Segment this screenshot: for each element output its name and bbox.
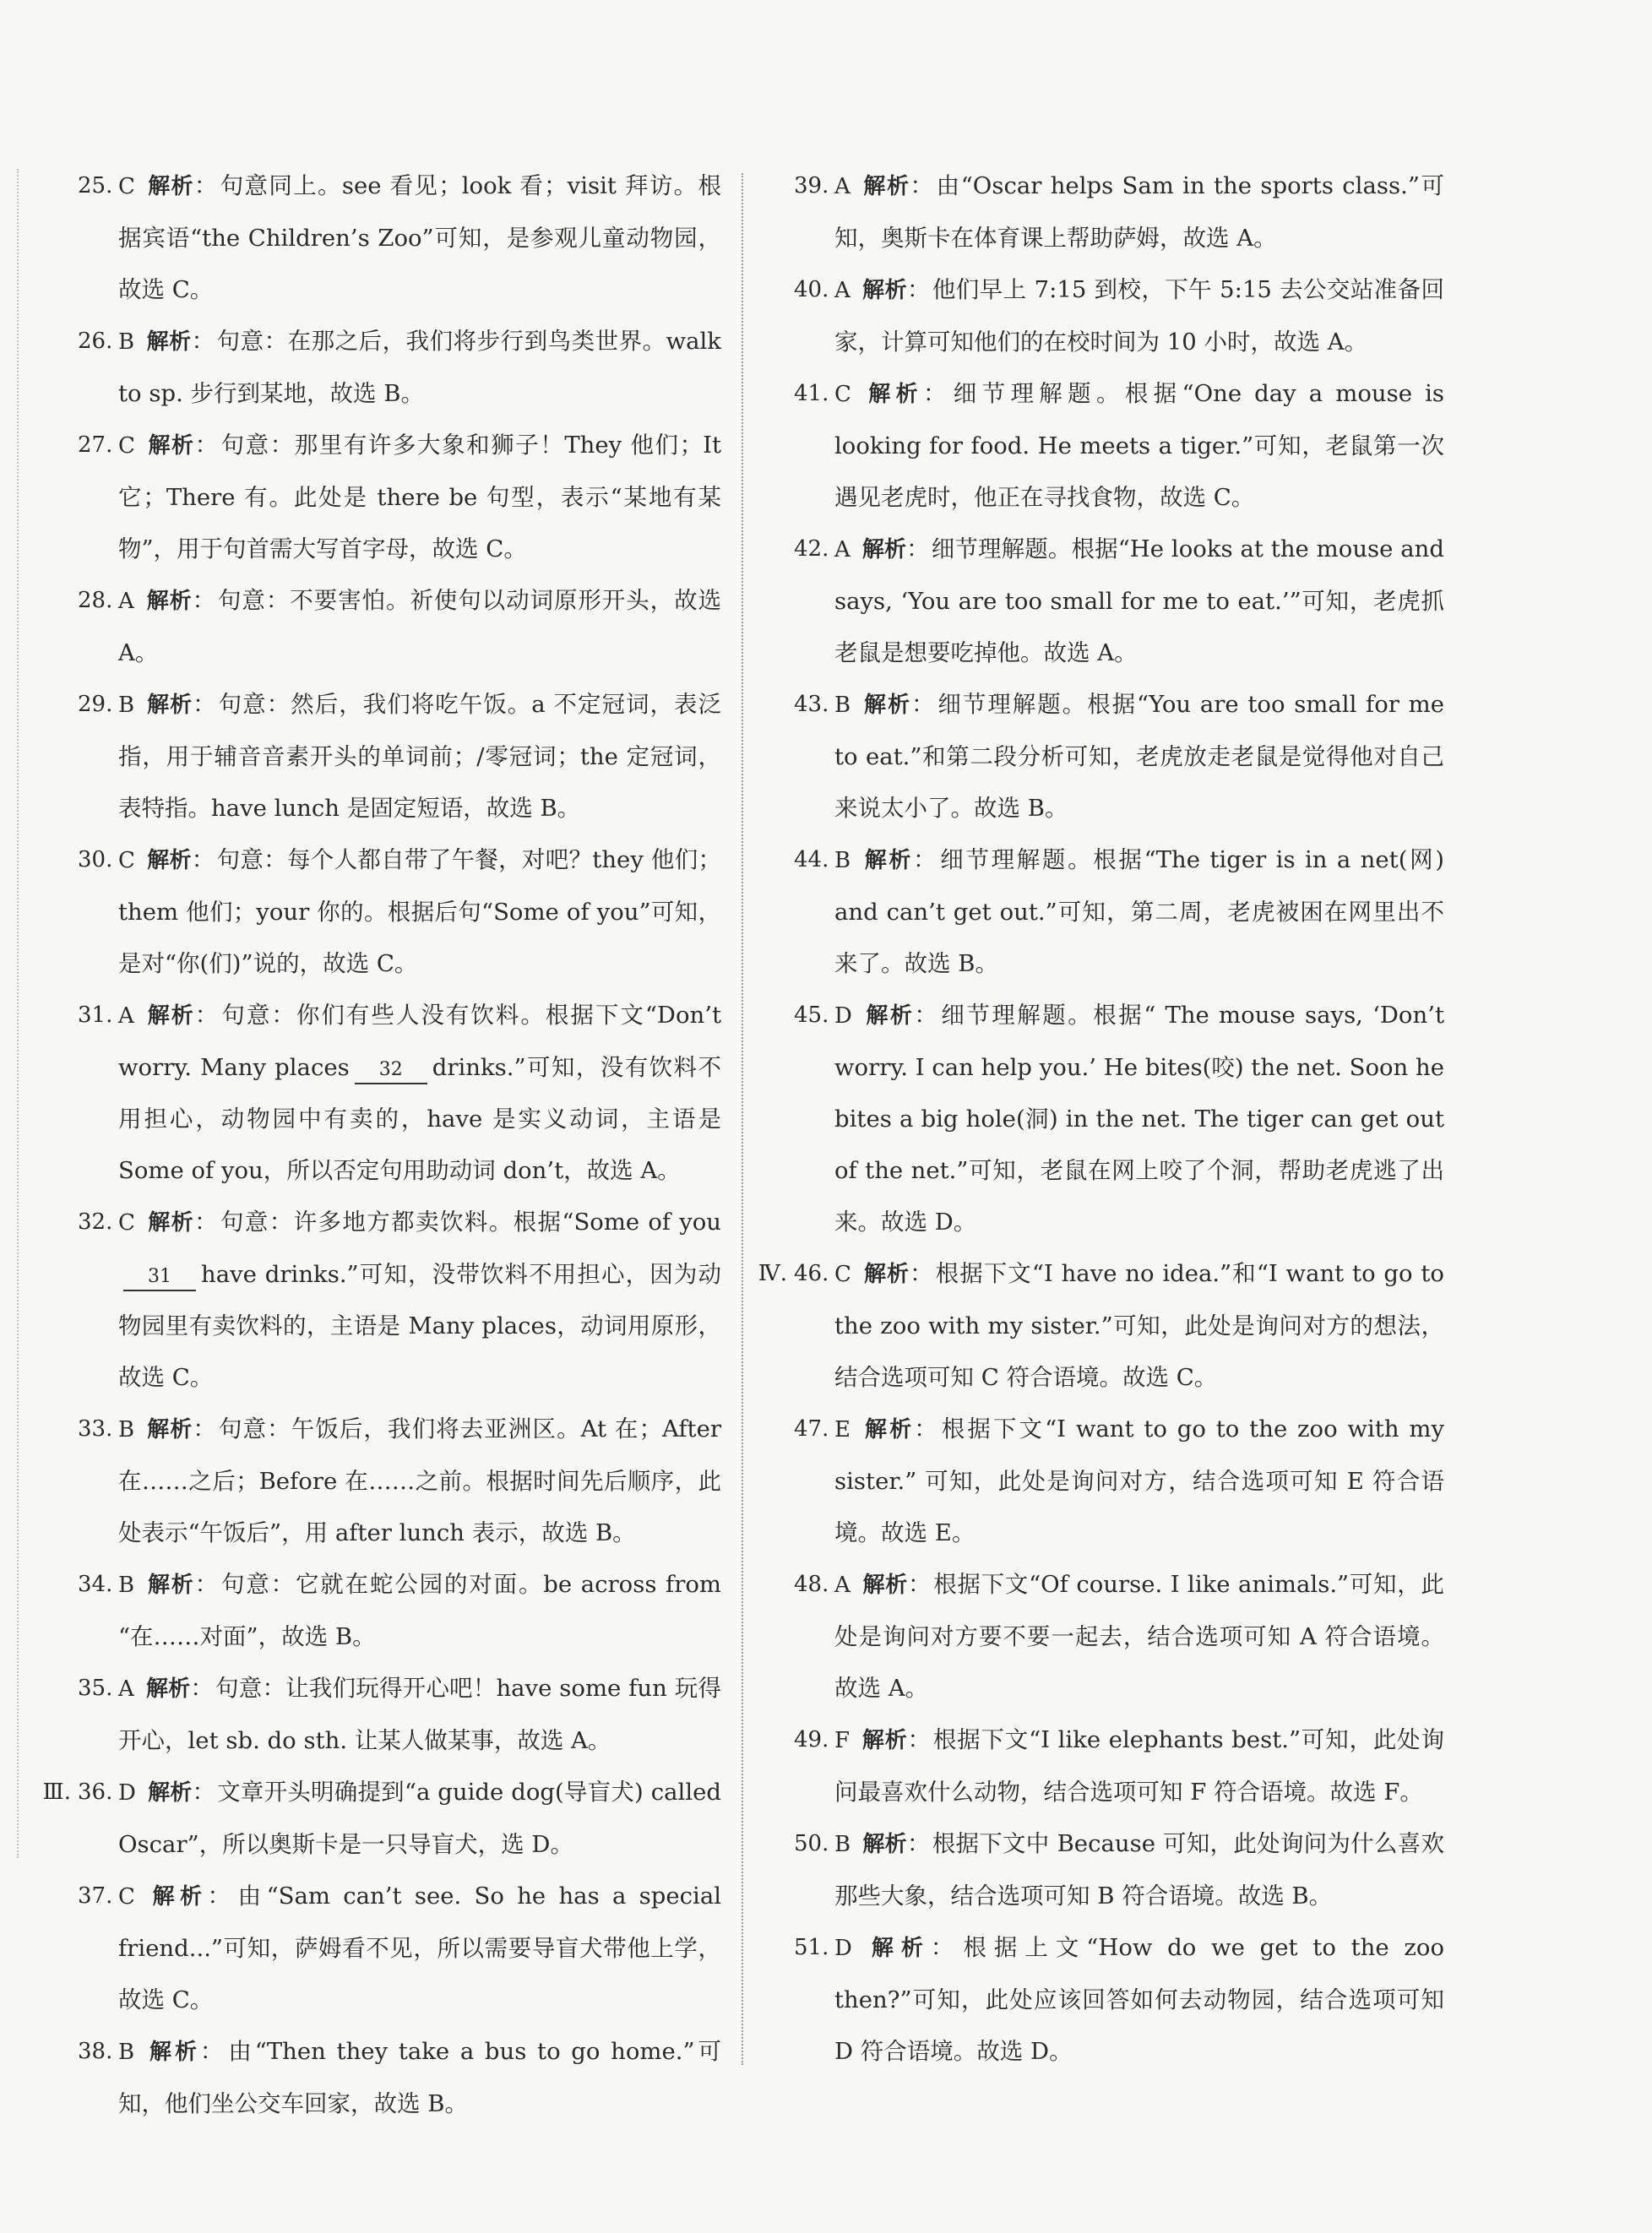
explanation-text: 根据下文中 Because 可知，此处询问为什么喜欢那些大象，结合选项可知 B 符合语境。故选 B。 bbox=[834, 1830, 1444, 1910]
question-number bbox=[794, 368, 829, 420]
question-number bbox=[78, 160, 112, 212]
explanation-label: 解析 bbox=[146, 1417, 193, 1442]
explanation-text: 细节理解题。根据“ The mouse says, ‘Don’t worry. I can help you.’ He bites(咬) the net. Soon he bites a big hole(洞) in the net. The tiger can get out of the net.”可知，老鼠在网上咬了个洞，帮助老虎逃了出来。故选 D。 bbox=[834, 1002, 1444, 1236]
question-number bbox=[794, 679, 829, 731]
answer-letter: C bbox=[118, 174, 135, 199]
question-number-text: 35. bbox=[78, 1676, 113, 1701]
question-number-text: 30. bbox=[78, 847, 113, 872]
question-number-text: 27. bbox=[78, 432, 113, 458]
question-number-text: 44. bbox=[794, 847, 829, 872]
explanation-label: 解析 bbox=[146, 1884, 208, 1910]
question-number-text: 48. bbox=[794, 1572, 829, 1597]
explanation-label: 解析 bbox=[862, 1262, 910, 1287]
explanation-text: 句意：午饭后，我们将去亚洲区。At 在；After 在……之后；Before 在……之前。根据时间先后顺序，此处表示“午饭后”，用 after lunch 表示，故选 B。 bbox=[118, 1415, 721, 1546]
answer-entry: 45. D 解析：细节理解题。根据“ The mouse says, ‘Don’t worry. I can help you.’ He bites(咬) the net. Soon he bites a big hole(洞) in the net. The tiger can get out of the net.”可知，老鼠在网上咬了个洞，帮助老虎逃了出来。故选 D。 bbox=[794, 990, 1444, 1248]
explanation-label: 解析 bbox=[146, 329, 192, 355]
question-number bbox=[794, 160, 829, 212]
question-number-text: 37. bbox=[78, 1883, 113, 1909]
explanation-text: 由“Sam can’t see. So he has a special friend...”可知，萨姆看不见，所以需要导盲犬带他上学，故选 C。 bbox=[118, 1883, 722, 2013]
answer-entry: 35. A 解析：句意：让我们玩得开心吧！have some fun 玩得开心，let sb. do sth. 让某人做某事，故选 A。 bbox=[78, 1663, 721, 1767]
explanation-text: 句意：然后，我们将吃午饭。a 不定冠词，表泛指，用于辅音音素开头的单词前；/零冠词；the 定冠词，表特指。have lunch 是固定短语，故选 B。 bbox=[118, 691, 721, 822]
explanation-label: 解析 bbox=[146, 174, 194, 199]
explanation-text: 根据下文“I want to go to the zoo with my sister.” 可知，此处是询问对方，结合选项可知 E 符合语境。故选 E。 bbox=[834, 1415, 1444, 1546]
blank-number: 31 bbox=[123, 1264, 196, 1291]
explanation-text: 句意：每个人都自带了午餐，对吧？they 他们；them 他们；your 你的。根据后句“Some of you”可知，是对“你(们)”说的，故选 C。 bbox=[118, 846, 721, 977]
answer-letter: B bbox=[834, 848, 851, 873]
section-number: Ⅳ. bbox=[758, 1261, 787, 1286]
answer-letter: C bbox=[118, 1210, 135, 1236]
explanation-text: 根据下文“Of course. I like animals.”可知，此处是询问对方要不要一起去，结合选项可知 A 符合语境。故选 A。 bbox=[834, 1571, 1444, 1702]
question-number-text: 46. bbox=[794, 1261, 829, 1286]
answer-entry: Ⅳ. 46. C 解析：根据下文“I have no idea.”和“I want to go to the zoo with my sister.”可知，此处是询问对方的想法，结合选项可知 C 符合语境。故选 C。 bbox=[794, 1248, 1444, 1404]
explanation-text: 句意同上。see 看见；look 看；visit 拜访。根据宾语“the Children’s Zoo”可知，是参观儿童动物园，故选 C。 bbox=[118, 172, 721, 303]
answer-letter: A bbox=[834, 174, 850, 199]
question-number-text: 32. bbox=[78, 1209, 113, 1235]
explanation-label: 解析 bbox=[146, 1573, 195, 1598]
answer-entry: 48. A 解析：根据下文“Of course. I like animals.”可知，此处是询问对方要不要一起去，结合选项可知 A 符合语境。故选 A。 bbox=[794, 1559, 1444, 1714]
answer-letter: B bbox=[834, 693, 851, 718]
answer-letter: C bbox=[118, 433, 135, 459]
explanation-label: 解析 bbox=[863, 1003, 915, 1029]
explanation-text: 由“Oscar helps Sam in the sports class.”可知，奥斯卡在体育课上帮助萨姆，故选 A。 bbox=[834, 172, 1444, 252]
explanation-label: 解析 bbox=[861, 278, 907, 303]
explanation-text: 句意：不要害怕。祈使句以动词原形开头，故选 A。 bbox=[118, 587, 722, 666]
answer-entry: 42. A 解析：细节理解题。根据“He looks at the mouse and says, ‘You are too small for me to eat.’”可知，老虎抓老鼠是想要吃掉他。故选 A。 bbox=[794, 524, 1444, 679]
explanation-label: 解析 bbox=[146, 693, 193, 718]
explanation-label: 解析 bbox=[146, 433, 195, 459]
answer-entry: 51. D 解析：根据上文“How do we get to the zoo then?”可知，此处应该回答如何去动物园，结合选项可知 D 符合语境。故选 D。 bbox=[794, 1922, 1444, 2078]
answer-letter: B bbox=[118, 693, 135, 718]
question-number bbox=[794, 990, 829, 1041]
explanation-label: 解析 bbox=[861, 174, 910, 199]
question-number bbox=[794, 1714, 829, 1766]
answer-letter: E bbox=[834, 1417, 850, 1442]
explanation-text: 根据下文“I like elephants best.”可知，此处询问最喜欢什么动物，结合选项可知 F 符合语境。故选 F。 bbox=[834, 1726, 1444, 1806]
section-number: Ⅲ. bbox=[42, 1779, 71, 1805]
explanation-label: 解析 bbox=[862, 1832, 907, 1857]
explanation-label: 解析 bbox=[147, 1780, 193, 1806]
question-number bbox=[78, 1197, 112, 1248]
question-number-text: 26. bbox=[78, 329, 113, 354]
answer-entry: 50. B 解析：根据下文中 Because 可知，此处询问为什么喜欢那些大象，结合选项可知 B 符合语境。故选 B。 bbox=[794, 1818, 1444, 1922]
question-number-text: 25. bbox=[78, 173, 113, 198]
question-number-text: 36. bbox=[78, 1779, 113, 1805]
answer-letter: C bbox=[118, 1884, 135, 1910]
answer-letter: A bbox=[834, 537, 850, 562]
answer-letter: A bbox=[118, 1003, 134, 1029]
answer-letter: A bbox=[118, 1676, 134, 1702]
question-number-text: 29. bbox=[78, 692, 113, 717]
answer-entry: 49. F 解析：根据下文“I like elephants best.”可知，此处询问最喜欢什么动物，结合选项可知 F 符合语境。故选 F。 bbox=[794, 1714, 1444, 1818]
answer-entry: 29. B 解析：句意：然后，我们将吃午饭。a 不定冠词，表泛指，用于辅音音素开头的单词前；/零冠词；the 定冠词，表特指。have lunch 是固定短语，故选 B。 bbox=[78, 679, 721, 834]
right-column bbox=[758, 160, 1444, 2078]
answer-letter: B bbox=[118, 1417, 135, 1442]
explanation-label: 解析 bbox=[146, 2040, 200, 2065]
answer-letter: C bbox=[834, 1262, 851, 1287]
question-number-text: 47. bbox=[794, 1416, 829, 1442]
question-number-text: 41. bbox=[794, 381, 829, 406]
question-number bbox=[78, 316, 112, 367]
answer-letter: A bbox=[834, 1573, 850, 1598]
explanation-label: 解析 bbox=[145, 589, 193, 614]
answer-letter: D bbox=[834, 1003, 852, 1029]
explanation-label: 解析 bbox=[146, 1210, 195, 1236]
question-number-text: 31. bbox=[78, 1002, 113, 1028]
question-number bbox=[78, 575, 112, 627]
explanation-text: 细节理解题。根据“You are too small for me to eat.”和第二段分析可知，老虎放走老鼠是觉得他对自己来说太小了。故选 B。 bbox=[834, 691, 1444, 822]
question-number bbox=[758, 1248, 829, 1300]
explanation-label: 解析 bbox=[862, 693, 911, 718]
answer-entry: 47. E 解析：根据下文“I want to go to the zoo with my sister.” 可知，此处是询问对方，结合选项可知 E 符合语境。故选 E。 bbox=[794, 1404, 1444, 1559]
explanation-text: 句意：你们有些人没有饮料。根据下文“Don’t worry. Many places bbox=[118, 1002, 722, 1081]
question-number-text: 42. bbox=[794, 536, 829, 562]
answer-entry: 26. B 解析：句意：在那之后，我们将步行到鸟类世界。walk to sp. 步行到某地，故选 B。 bbox=[78, 316, 721, 420]
explanation-text: drinks.”可知，没有饮料不用担心，动物园中有卖的，have 是实义动词，主语是 Some of you，所以否定句用助动词 don’t，故选 A。 bbox=[118, 1054, 722, 1184]
answer-letter: D bbox=[118, 1780, 136, 1806]
explanation-text: 句意：那里有许多大象和狮子！They 他们；It 它；There 有。此处是 there be 句型，表示“某地有某物”，用于句首需大写首字母，故选 C。 bbox=[118, 432, 721, 562]
question-number bbox=[794, 524, 829, 575]
answer-letter: B bbox=[118, 329, 135, 355]
explanation-text: have drinks.”可知，没带饮料不用担心，因为动物园里有卖饮料的，主语是 Many places，动词用原形，故选 C。 bbox=[118, 1261, 721, 1391]
question-number-text: 51. bbox=[794, 1935, 829, 1960]
explanation-text: 细节理解题。根据“The tiger is in a net(网) and can’t get out.”可知，第二周，老虎被困在网里出不来了。故选 B。 bbox=[834, 846, 1444, 977]
answer-entry: 31. A 解析：句意：你们有些人没有饮料。根据下文“Don’t worry. Many places 32 drinks.”可知，没有饮料不用担心，动物园中有卖的，have 是实义动词，主语是 Some of you，所以否定句用助动词 don’t，故选 A。 bbox=[78, 990, 721, 1197]
answer-letter: C bbox=[834, 382, 851, 407]
blank-number: 32 bbox=[355, 1057, 427, 1084]
explanation-label: 解析 bbox=[861, 537, 907, 562]
answer-entry: Ⅲ. 36. D 解析：文章开头明确提到“a guide dog(导盲犬) called Oscar”，所以奥斯卡是一只导盲犬，选 D。 bbox=[78, 1767, 721, 1871]
explanation-text: 细节理解题。根据“He looks at the mouse and says, ‘You are too small for me to eat.’”可知，老虎抓老鼠是想要吃掉他。故选 A。 bbox=[834, 535, 1444, 666]
explanation-label: 解析 bbox=[145, 1676, 191, 1702]
answer-letter: C bbox=[118, 848, 135, 873]
question-number bbox=[794, 264, 829, 316]
question-number-text: 45. bbox=[794, 1002, 829, 1028]
question-number bbox=[794, 1818, 829, 1870]
answer-letter: A bbox=[834, 278, 850, 303]
question-number bbox=[78, 1663, 112, 1714]
answer-entry: 25. C 解析：句意同上。see 看见；look 看；visit 拜访。根据宾语“the Children’s Zoo”可知，是参观儿童动物园，故选 C。 bbox=[78, 160, 721, 316]
answer-letter: A bbox=[118, 589, 134, 614]
answer-entry: 27. C 解析：句意：那里有许多大象和狮子！They 他们；It 它；There 有。此处是 there be 句型，表示“某地有某物”，用于句首需大写首字母，故选 C。 bbox=[78, 420, 721, 575]
explanation-label: 解析 bbox=[145, 1003, 195, 1029]
answer-letter: F bbox=[834, 1728, 850, 1753]
question-number-text: 38. bbox=[78, 2039, 113, 2064]
answer-letter: B bbox=[834, 1832, 851, 1857]
question-number-text: 28. bbox=[78, 588, 113, 613]
column-divider bbox=[742, 173, 743, 2065]
explanation-label: 解析 bbox=[862, 848, 914, 873]
question-number-text: 34. bbox=[78, 1572, 113, 1597]
explanation-label: 解析 bbox=[862, 382, 923, 407]
question-number bbox=[78, 2026, 112, 2078]
explanation-label: 解析 bbox=[146, 848, 192, 873]
question-number bbox=[78, 834, 112, 886]
answer-entry: 38. B 解析：由“Then they take a bus to go home.”可知，他们坐公交车回家，故选 B。 bbox=[78, 2026, 721, 2130]
left-margin-dots bbox=[17, 169, 19, 1858]
answer-entry: 43. B 解析：细节理解题。根据“You are too small for me to eat.”和第二段分析可知，老虎放走老鼠是觉得他对自己来说太小了。故选 B。 bbox=[794, 679, 1444, 834]
question-number-text: 40. bbox=[794, 277, 829, 302]
explanation-text: 细节理解题。根据“One day a mouse is looking for food. He meets a tiger.”可知，老鼠第一次遇见老虎时，他正在寻找食物，故选 C。 bbox=[834, 380, 1444, 511]
question-number bbox=[42, 1767, 113, 1818]
question-number bbox=[78, 1404, 112, 1455]
question-number bbox=[78, 990, 112, 1041]
answer-entry: 34. B 解析：句意：它就在蛇公园的对面。be across from “在……对面”，故选 B。 bbox=[78, 1559, 721, 1663]
question-number bbox=[78, 420, 112, 471]
question-number-text: 33. bbox=[78, 1416, 113, 1442]
answer-entry: 37. C 解析：由“Sam can’t see. So he has a special friend...”可知，萨姆看不见，所以需要导盲犬带他上学，故选 C。 bbox=[78, 1871, 721, 2026]
question-number bbox=[794, 1922, 829, 1974]
answer-entry: 32. C 解析：句意：许多地方都卖饮料。根据“Some of you31 have drinks.”可知，没带饮料不用担心，因为动物园里有卖饮料的，主语是 Many places，动词用原形，故选 C。 bbox=[78, 1197, 721, 1404]
answer-entry: 44. B 解析：细节理解题。根据“The tiger is in a net(网) and can’t get out.”可知，第二周，老虎被困在网里出不来了。故选 B。 bbox=[794, 834, 1444, 990]
explanation-text: 句意：让我们玩得开心吧！have some fun 玩得开心，let sb. do sth. 让某人做某事，故选 A。 bbox=[118, 1675, 721, 1754]
answer-entry: 33. B 解析：句意：午饭后，我们将去亚洲区。At 在；After 在……之后；Before 在……之前。根据时间先后顺序，此处表示“午饭后”，用 after lunch 表示，故选 B。 bbox=[78, 1404, 721, 1559]
answer-entry: 39. A 解析：由“Oscar helps Sam in the sports class.”可知，奥斯卡在体育课上帮助萨姆，故选 A。 bbox=[794, 160, 1444, 264]
explanation-label: 解析 bbox=[861, 1728, 908, 1753]
question-number bbox=[78, 679, 112, 731]
question-number bbox=[78, 1871, 112, 1922]
question-number-text: 43. bbox=[794, 692, 829, 717]
question-number bbox=[78, 1559, 112, 1611]
explanation-text: 他们早上 7:15 到校，下午 5:15 去公交站准备回家，计算可知他们的在校时间为 10 小时，故选 A。 bbox=[834, 276, 1444, 356]
answer-entry: 28. A 解析：句意：不要害怕。祈使句以动词原形开头，故选 A。 bbox=[78, 575, 721, 679]
question-number bbox=[794, 1404, 829, 1455]
answer-entry: 40. A 解析：他们早上 7:15 到校，下午 5:15 去公交站准备回家，计算可知他们的在校时间为 10 小时，故选 A。 bbox=[794, 264, 1444, 368]
explanation-text: 句意：许多地方都卖饮料。根据“Some of you bbox=[220, 1209, 721, 1236]
explanation-label: 解析 bbox=[863, 1936, 931, 1961]
explanation-text: 根据上文“How do we get to the zoo then?”可知，此处应该回答如何去动物园，结合选项可知 D 符合语境。故选 D。 bbox=[834, 1934, 1444, 2065]
question-number-text: 50. bbox=[794, 1831, 829, 1856]
explanation-text: 文章开头明确提到“a guide dog(导盲犬) called Oscar”，所以奥斯卡是一只导盲犬，选 D。 bbox=[118, 1779, 722, 1858]
question-number-text: 39. bbox=[794, 173, 829, 198]
explanation-label: 解析 bbox=[861, 1417, 915, 1442]
explanation-text: 由“Then they take a bus to go home.”可知，他们坐公交车回家，故选 B。 bbox=[118, 2038, 721, 2117]
question-number bbox=[794, 834, 829, 886]
question-number-text: 49. bbox=[794, 1727, 829, 1752]
explanation-label: 解析 bbox=[861, 1573, 908, 1598]
answer-entry: 30. C 解析：句意：每个人都自带了午餐，对吧？they 他们；them 他们；your 你的。根据后句“Some of you”可知，是对“你(们)”说的，故选 C。 bbox=[78, 834, 721, 990]
explanation-text: 句意：它就在蛇公园的对面。be across from “在……对面”，故选 B。 bbox=[118, 1571, 721, 1650]
explanation-text: 根据下文“I have no idea.”和“I want to go to the zoo with my sister.”可知，此处是询问对方的想法，结合选项可知 C 符合语境。故选 C。 bbox=[834, 1260, 1444, 1391]
answer-entry: 41. C 解析：细节理解题。根据“One day a mouse is looking for food. He meets a tiger.”可知，老鼠第一次遇见老虎时，他正在寻找食物，故选 C。 bbox=[794, 368, 1444, 524]
answer-letter: B bbox=[118, 2040, 135, 2065]
left-column bbox=[42, 160, 722, 2130]
answer-letter: B bbox=[118, 1573, 135, 1598]
answer-letter: D bbox=[834, 1936, 852, 1961]
explanation-text: 句意：在那之后，我们将步行到鸟类世界。walk to sp. 步行到某地，故选 B。 bbox=[118, 328, 721, 407]
question-number bbox=[794, 1559, 829, 1611]
